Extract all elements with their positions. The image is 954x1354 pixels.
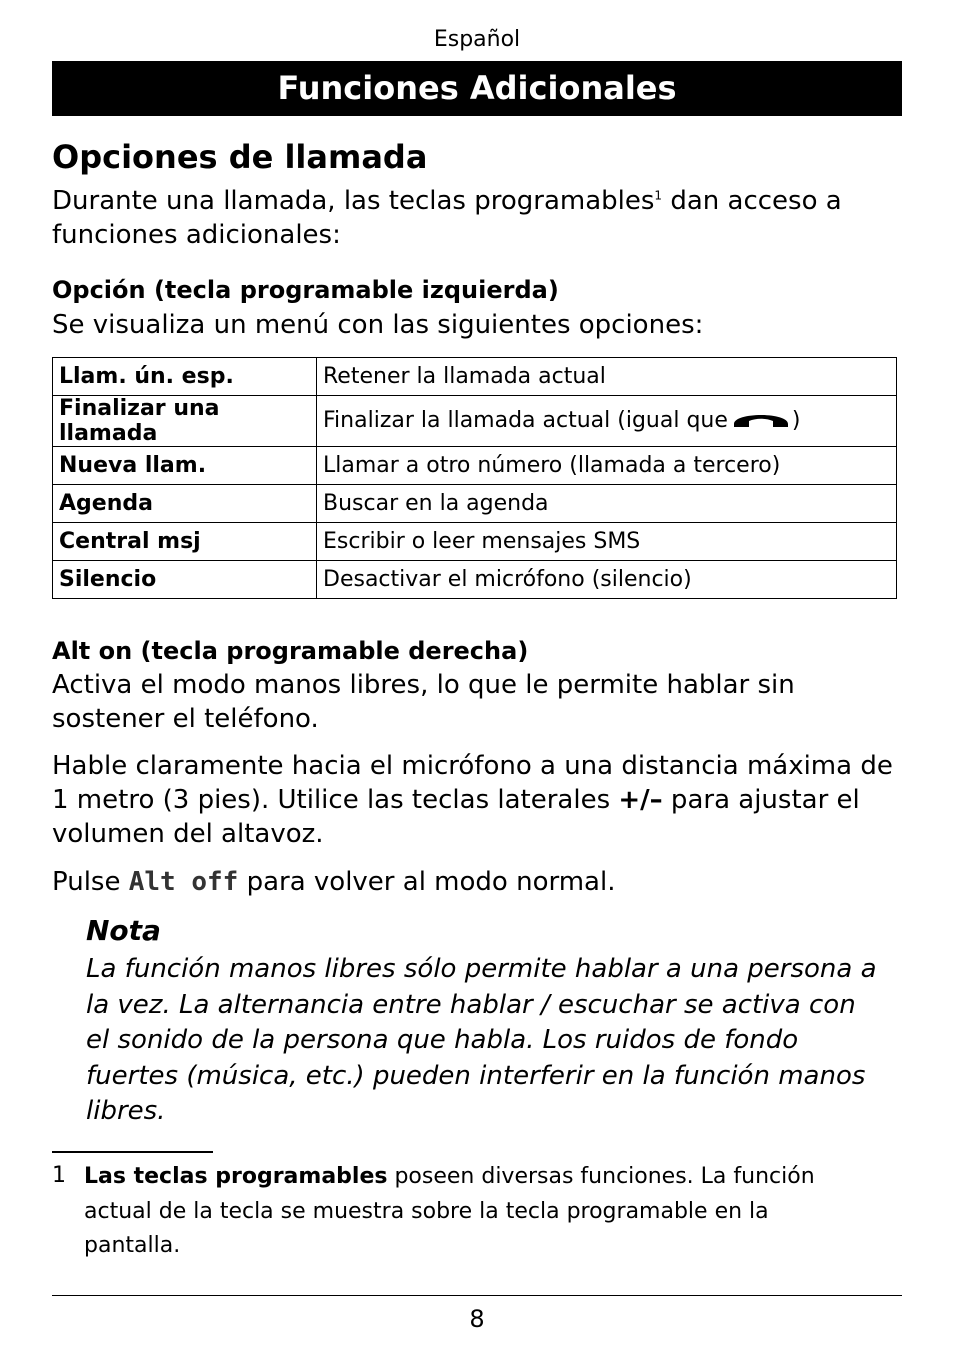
page-footer-divider [52, 1295, 902, 1296]
table-row [53, 485, 897, 523]
left-softkey-text: Se visualiza un menú con las siguientes opciones: [52, 310, 704, 340]
table-row [53, 523, 897, 561]
option-name: Silencio [53, 561, 317, 599]
note-heading: Nota [86, 914, 161, 947]
option-name: Finalizar una llamada [53, 396, 317, 447]
right-softkey-text: Activa el modo manos libres, lo que le permite hablar sin sostener el teléfono. [52, 670, 795, 734]
side-keys-label: +/– [618, 785, 663, 815]
note-text: La función manos libres sólo permite hablar a una persona a la vez. La alternancia entre hablar / escuchar se activa con el sonido de la persona que habla. Los ruidos de fondo fuertes (música, etc.) pueden interferir en la función manos libres. [86, 954, 877, 1126]
right-softkey-heading: Alt on (tecla programable derecha) [52, 637, 529, 665]
option-description: Escribir o leer mensajes SMS [317, 523, 897, 561]
language-label: Español [433, 27, 521, 52]
footnote-divider [52, 1151, 213, 1153]
table-row [53, 561, 897, 599]
option-description: Llamar a otro número (llamada a tercero) [317, 447, 897, 485]
option-description [317, 396, 897, 447]
table-row [53, 447, 897, 485]
left-softkey-heading: Opción (tecla programable izquierda) [52, 276, 559, 304]
intro-paragraph [52, 184, 902, 252]
option-name: Llam. ún. esp. [53, 358, 317, 396]
alt-off-text-after: para volver al modo normal. [238, 867, 616, 897]
intro-text-before: Durante una llamada, las teclas programables [52, 186, 655, 216]
page-title: Opciones de llamada [52, 138, 428, 176]
option-name: Central msj [53, 523, 317, 561]
alt-off-softkey-label: Alt off [128, 867, 239, 897]
alt-off-paragraph [52, 865, 902, 899]
option-description-text: Finalizar la llamada actual (igual que [323, 408, 728, 433]
footnote-text [84, 1160, 854, 1264]
volume-text-before: Hable claramente hacia el micrófono a una distancia máxima de 1 metro (3 pies). Utilice las teclas laterales [52, 751, 893, 815]
option-name: Agenda [53, 485, 317, 523]
option-description-suffix: ) [791, 408, 801, 433]
option-description: Desactivar el micrófono (silencio) [317, 561, 897, 599]
page-number: 8 [469, 1305, 485, 1333]
footnote-body: poseen diversas funciones. La función actual de la tecla se muestra sobre la tecla programable en la pantalla. [84, 1164, 815, 1258]
intro-text-after: dan acceso a funciones adicionales: [52, 186, 842, 250]
table-row [53, 396, 897, 447]
volume-paragraph [52, 749, 902, 851]
table-row [53, 358, 897, 396]
footnote-number: 1 [52, 1163, 66, 1188]
section-banner: Funciones Adicionales [52, 61, 902, 116]
option-description: Buscar en la agenda [317, 485, 897, 523]
option-name: Nueva llam. [53, 447, 317, 485]
footnote-reference[interactable]: 1 [654, 188, 663, 203]
volume-text-after: para ajustar el volumen del altavoz. [52, 785, 860, 849]
options-table [52, 357, 897, 599]
alt-off-text-before: Pulse [52, 867, 129, 897]
footnote-term: Las teclas programables [84, 1164, 388, 1189]
option-description: Retener la llamada actual [317, 358, 897, 396]
end-call-icon [732, 407, 790, 435]
